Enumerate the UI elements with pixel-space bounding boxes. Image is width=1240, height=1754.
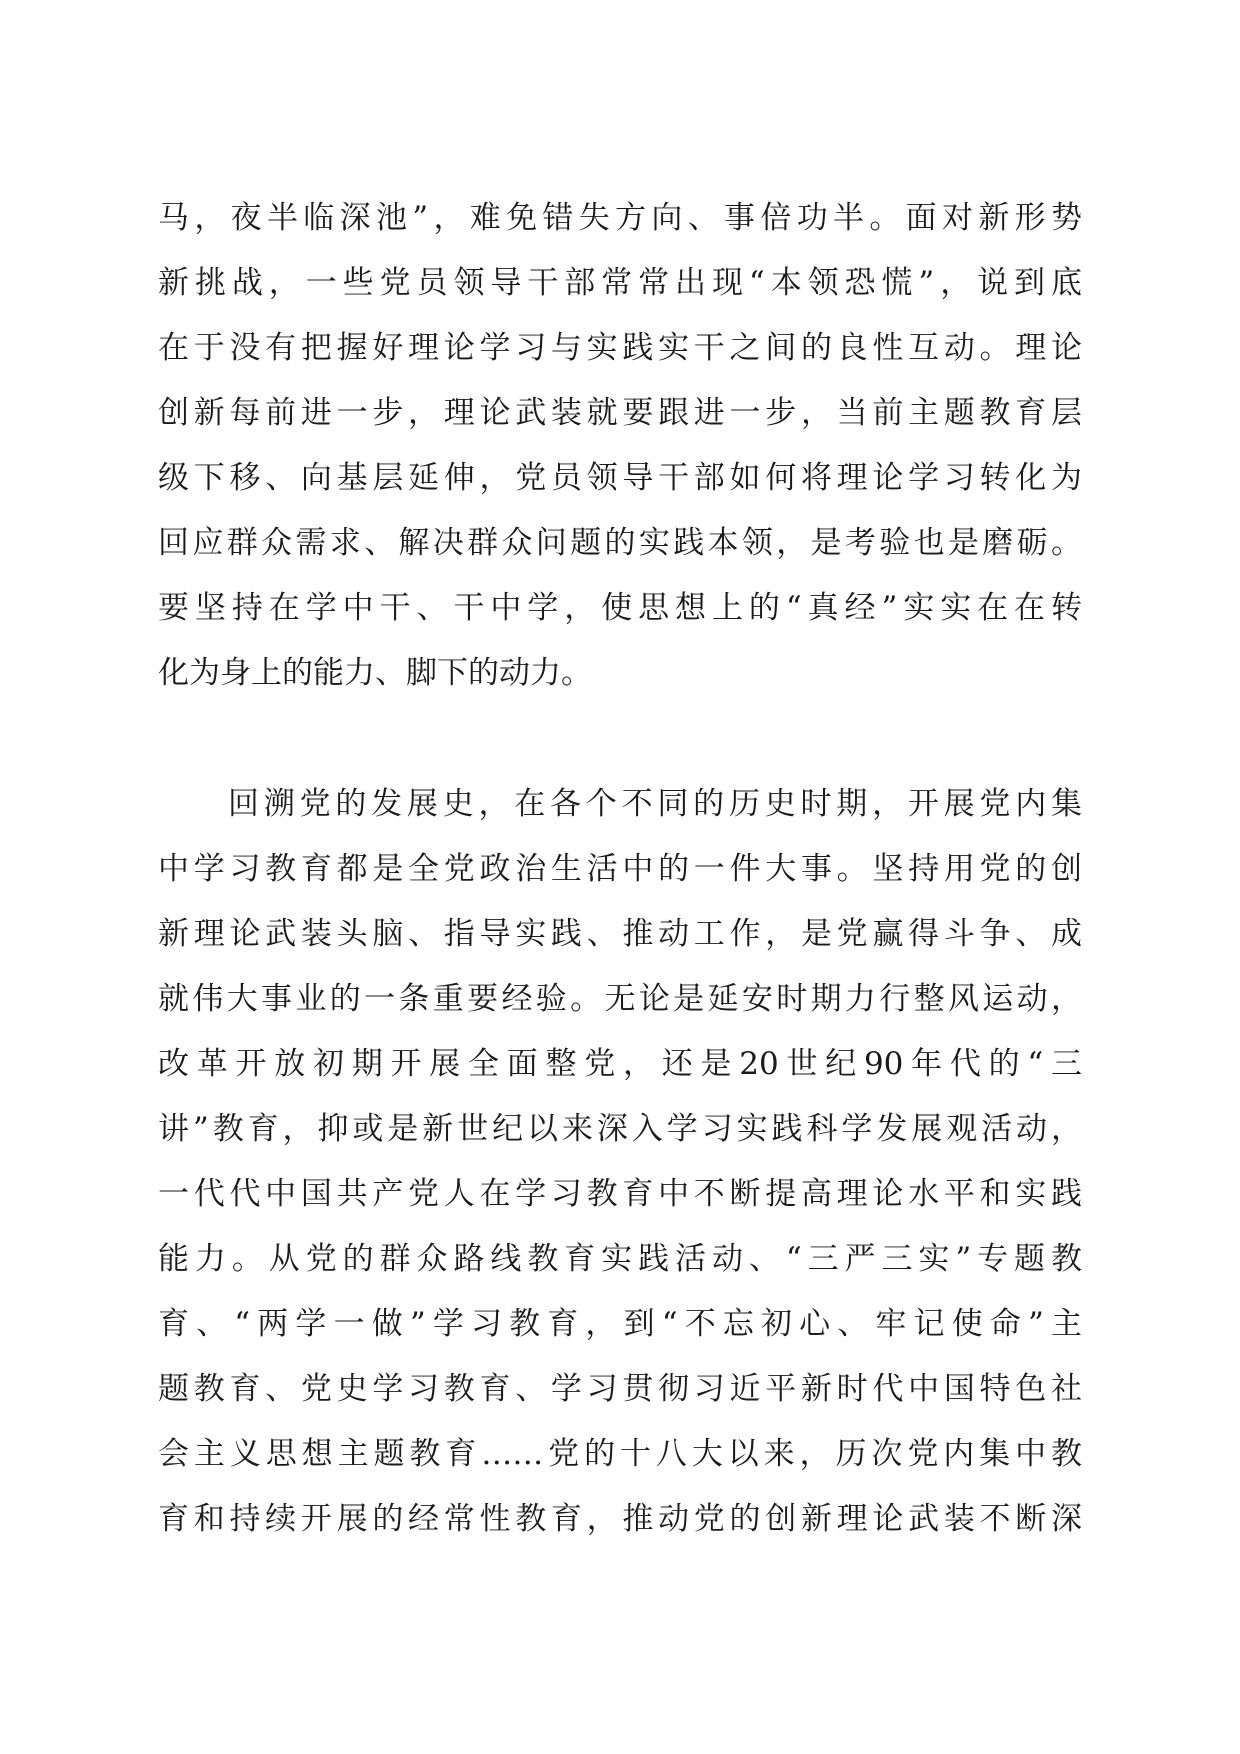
paragraph-line: 化为身上的能力、脚下的动力。 [158, 655, 592, 691]
paragraph-1 [158, 186, 1082, 706]
paragraph-line: 会主义思想主题教育……党的十八大以来，历次党内集中教 [158, 1436, 1082, 1472]
paragraph-2 [158, 772, 1082, 1552]
paragraph-line: 回应群众需求、解决群众问题的实践本领，是考验也是磨砺。 [158, 525, 1082, 561]
paragraph-line: 级下移、向基层延伸，党员领导干部如何将理论学习转化为 [158, 460, 1082, 496]
paragraph-line: 中学习教育都是全党政治生活中的一件大事。坚持用党的创 [158, 851, 1082, 887]
paragraph-line: 马，夜半临深池”，难免错失方向、事倍功半。面对新形势 [158, 200, 1082, 236]
paragraph-line: 回溯党的发展史，在各个不同的历史时期，开展党内集 [228, 786, 1082, 822]
paragraph-line: 改革开放初期开展全面整党，还是20世纪90年代的“三 [158, 1046, 1082, 1082]
paragraph-line: 能力。从党的群众路线教育实践活动、“三严三实”专题教 [158, 1241, 1082, 1277]
paragraph-line: 新理论武装头脑、指导实践、推动工作，是党赢得斗争、成 [158, 916, 1082, 952]
paragraph-line: 题教育、党史学习教育、学习贯彻习近平新时代中国特色社 [158, 1371, 1082, 1407]
paragraph-line: 创新每前进一步，理论武装就要跟进一步，当前主题教育层 [158, 395, 1082, 431]
paragraph-line: 一代代中国共产党人在学习教育中不断提高理论水平和实践 [158, 1176, 1082, 1212]
paragraph-line: 要坚持在学中干、干中学，使思想上的“真经”实实在在转 [158, 590, 1082, 626]
paragraph-line: 新挑战，一些党员领导干部常常出现“本领恐慌”，说到底 [158, 265, 1082, 301]
paragraph-line: 育、“两学一做”学习教育，到“不忘初心、牢记使命”主 [158, 1306, 1082, 1342]
paragraph-line: 在于没有把握好理论学习与实践实干之间的良性互动。理论 [158, 330, 1082, 366]
paragraph-line: 就伟大事业的一条重要经验。无论是延安时期力行整风运动， [158, 981, 1082, 1017]
paragraph-line: 育和持续开展的经常性教育，推动党的创新理论武装不断深 [158, 1501, 1082, 1537]
paragraph-line: 讲”教育，抑或是新世纪以来深入学习实践科学发展观活动， [158, 1111, 1082, 1147]
